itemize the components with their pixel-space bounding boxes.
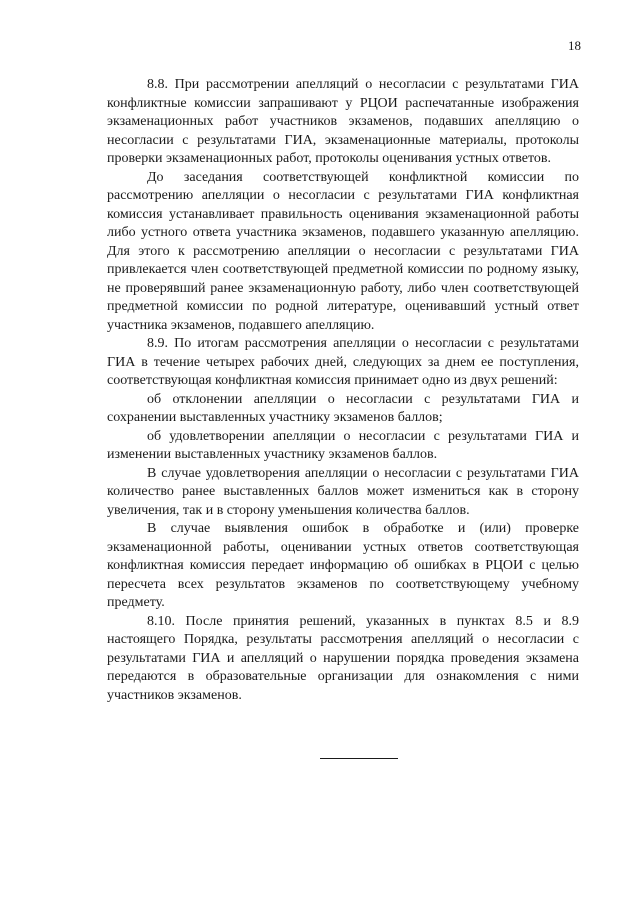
page-number: 18 bbox=[568, 38, 581, 53]
paragraph-decision-accept: об удовлетворении апелляции о несогласии с результатами ГИА и изменении выставленных участнику экзаменов баллов. bbox=[107, 428, 579, 462]
paragraph-decision-reject: об отклонении апелляции о несогласии с результатами ГИА и сохранении выставленных участнику экзаменов баллов; bbox=[107, 391, 579, 425]
paragraph-score-change: В случае удовлетворения апелляции о несогласии с результатами ГИА количество ранее выставленных баллов может измениться как в сторону увеличения, так и в сторону уменьшения количества баллов. bbox=[107, 465, 579, 518]
paragraph-error-handling: В случае выявления ошибок в обработке и (или) проверке экзаменационной работы, оценивании устных ответов соответствующая конфликтная комиссия передает информацию об ошибках в РЦОИ с целью пересчета всех результатов экзаменов по соответствующему учебному предмету. bbox=[107, 521, 579, 610]
end-of-text-divider bbox=[320, 758, 398, 759]
paragraph-8-10: 8.10. После принятия решений, указанных в пунктах 8.5 и 8.9 настоящего Порядка, результаты рассмотрения апелляций о несогласии с результатами ГИА и апелляций о нарушении порядка проведения экзамена передаются в образовательные организации для ознакомления с ними участников экзаменов. bbox=[107, 613, 579, 703]
paragraph-pre-meeting-check: До заседания соответствующей конфликтной комиссии по рассмотрению апелляции о несогласии с результатами ГИА конфликтная комиссия устанавливает правильность оценивания экзаменационной работы либо устного ответа участника экзаменов, подавшего указанную апелляцию. Для этого к рассмотрению апелляции о несогласии с результатами ГИА привлекается член соответствующей предметной комиссии по родному языку, не проверявший ранее экзаменационную работу, либо член соответствующей предметной комиссии по родной литературе, оценивавший устный ответ участника экзаменов, подавшего апелляцию. bbox=[107, 169, 579, 333]
document-body bbox=[107, 76, 579, 705]
paragraph-8-9: 8.9. По итогам рассмотрения апелляции о несогласии с результатами ГИА в течение четырех рабочих дней, следующих за днем ее поступления, соответствующая конфликтная комиссия принимает одно из двух решений: bbox=[107, 336, 579, 388]
paragraph-8-8: 8.8. При рассмотрении апелляций о несогласии с результатами ГИА конфликтные комиссии запрашивают у РЦОИ распечатанные изображения экзаменационных работ участников экзаменов, подавших апелляцию о несогласии с результатами ГИА, экзаменационные материалы, протоколы проверки экзаменационных работ, протоколы оценивания устных ответов. bbox=[107, 77, 579, 166]
